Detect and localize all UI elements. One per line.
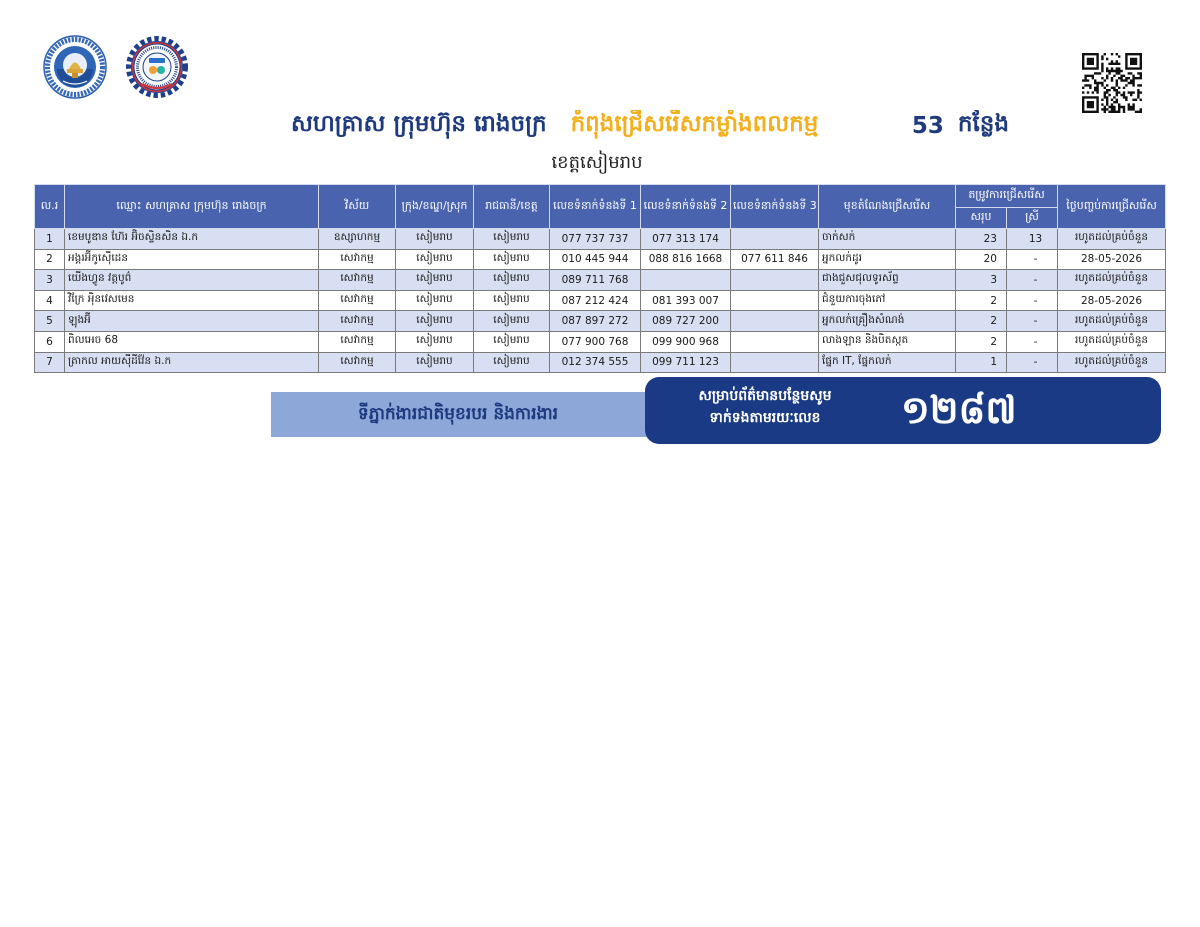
company-name-cell: ត្រាកល អាយស៊ីដីវ៉ែន ឯ.ក (65, 352, 319, 373)
col-header-demand-total: សរុប (956, 208, 1007, 229)
position-cell: អ្នកលក់គ្រឿងសំណង់ (819, 311, 956, 332)
hotline-caption-line-1: សម្រាប់ព័ត៌មានបន្ថែមសូម (698, 388, 832, 404)
province-cell: សៀមរាប (474, 249, 550, 270)
hotline-caption (677, 385, 853, 429)
qr-code (1082, 53, 1142, 113)
vacancy-count-number: 53 (911, 113, 944, 139)
table-row (35, 290, 1166, 311)
row-number-cell: 2 (35, 249, 65, 270)
total-demand-cell: 3 (956, 270, 1007, 291)
sector-cell: សេវាកម្ម (319, 311, 396, 332)
female-demand-cell: - (1007, 352, 1058, 373)
table-row (35, 331, 1166, 352)
row-number-cell: 4 (35, 290, 65, 311)
gear-emblem-logo (125, 35, 189, 99)
province-cell: សៀមរាប (474, 311, 550, 332)
sector-cell: សេវាកម្ម (319, 290, 396, 311)
phone-3-cell (731, 352, 819, 373)
position-cell: ផ្នែក IT, ផ្នែកលក់ (819, 352, 956, 373)
col-header-end-date: ថ្ងៃបញ្ចប់ការជ្រើសរើស (1058, 185, 1166, 229)
phone-1-cell: 077 737 737 (550, 229, 641, 250)
title-enterprises: សហគ្រាស ក្រុមហ៊ុន រោងចក្រ (291, 110, 547, 137)
company-name-cell: ឡុងអ៊ី (65, 311, 319, 332)
company-name-cell: អង្គរអ៊ីកូស៊ើដេន (65, 249, 319, 270)
company-name-cell: ពិលអេច 68 (65, 331, 319, 352)
total-demand-cell: 20 (956, 249, 1007, 270)
hotline-number: ១២៨៧ (901, 388, 1017, 432)
table-row (35, 270, 1166, 291)
district-cell: សៀមរាប (396, 249, 474, 270)
hotline-caption-line-2: ទាក់ទងតាមរយៈលេខ (709, 410, 821, 426)
end-date-cell: រហូតដល់គ្រប់ចំនួន (1058, 331, 1166, 352)
district-cell: សៀមរាប (396, 229, 474, 250)
female-demand-cell: - (1007, 290, 1058, 311)
total-demand-cell: 2 (956, 311, 1007, 332)
phone-1-cell: 077 900 768 (550, 331, 641, 352)
phone-3-cell: 077 611 846 (731, 249, 819, 270)
table-header (35, 185, 1166, 229)
district-cell: សៀមរាប (396, 270, 474, 291)
row-number-cell: 7 (35, 352, 65, 373)
col-header-demand-female: ស្រី (1007, 208, 1058, 229)
sector-cell: សេវាកម្ម (319, 352, 396, 373)
position-cell: លាងឡាន និងបិតស្កត (819, 331, 956, 352)
table-header-row (35, 185, 1166, 208)
col-header-district: ក្រុង/ខណ្ឌ/ស្រុក (396, 185, 474, 229)
company-name-cell: វិក្រែ អុិនវេសមេន (65, 290, 319, 311)
company-name-cell: ខេមបូឌាន ហ៊ែរ អ៊ិចស្ទិនសិន ឯ.ក (65, 229, 319, 250)
sector-cell: សេវាកម្ម (319, 270, 396, 291)
position-cell: ជំនួយការចុងភៅ (819, 290, 956, 311)
province-cell: សៀមរាប (474, 229, 550, 250)
end-date-cell: រហូតដល់គ្រប់ចំនួន (1058, 352, 1166, 373)
phone-2-cell: 081 393 007 (641, 290, 731, 311)
phone-2-cell: 088 816 1668 (641, 249, 731, 270)
row-number-cell: 6 (35, 331, 65, 352)
district-cell: សៀមរាប (396, 290, 474, 311)
position-cell: អ្នកលក់ដូរ (819, 249, 956, 270)
female-demand-cell: - (1007, 270, 1058, 291)
col-header-province: រាជធានី/ខេត្ត (474, 185, 550, 229)
row-number-cell: 1 (35, 229, 65, 250)
phone-1-cell: 089 711 768 (550, 270, 641, 291)
row-number-cell: 5 (35, 311, 65, 332)
row-number-cell: 3 (35, 270, 65, 291)
female-demand-cell: - (1007, 331, 1058, 352)
end-date-cell: រហូតដល់គ្រប់ចំនួន (1058, 270, 1166, 291)
sector-cell: សេវាកម្ម (319, 249, 396, 270)
total-demand-cell: 1 (956, 352, 1007, 373)
phone-3-cell (731, 331, 819, 352)
phone-3-cell (731, 311, 819, 332)
col-header-demand: តម្រូវការជ្រើសរើស (956, 185, 1058, 208)
col-header-phone-3: លេខទំនាក់ទំនងទី 3 (731, 185, 819, 229)
total-demand-cell: 2 (956, 290, 1007, 311)
end-date-cell: 28-05-2026 (1058, 249, 1166, 270)
end-date-cell: 28-05-2026 (1058, 290, 1166, 311)
phone-2-cell: 089 727 200 (641, 311, 731, 332)
phone-1-cell: 010 445 944 (550, 249, 641, 270)
district-cell: សៀមរាប (396, 331, 474, 352)
agency-banner (271, 392, 651, 437)
company-name-cell: យើងហ្វូន វត្តបូព៌ (65, 270, 319, 291)
position-cell: ជាងជួសជុលទូរស័ព្ទ (819, 270, 956, 291)
table-row (35, 229, 1166, 250)
vacancy-count (912, 110, 1009, 143)
end-date-cell: រហូតដល់គ្រប់ចំនួន (1058, 229, 1166, 250)
total-demand-cell: 2 (956, 331, 1007, 352)
table-body (35, 229, 1166, 373)
phone-3-cell (731, 290, 819, 311)
table-row (35, 311, 1166, 332)
col-header-phone-1: លេខទំនាក់ទំនងទី 1 (550, 185, 641, 229)
page-title (291, 108, 1009, 144)
phone-3-cell (731, 270, 819, 291)
phone-2-cell (641, 270, 731, 291)
position-cell: ចាក់សក់ (819, 229, 956, 250)
vacancy-table (34, 184, 1166, 373)
col-header-phone-2: លេខទំនាក់ទំនងទី 2 (641, 185, 731, 229)
province-cell: សៀមរាប (474, 290, 550, 311)
total-demand-cell: 23 (956, 229, 1007, 250)
phone-1-cell: 087 897 272 (550, 311, 641, 332)
phone-2-cell: 099 900 968 (641, 331, 731, 352)
female-demand-cell: - (1007, 311, 1058, 332)
province-cell: សៀមរាប (474, 352, 550, 373)
female-demand-cell: - (1007, 249, 1058, 270)
end-date-cell: រហូតដល់គ្រប់ចំនួន (1058, 311, 1166, 332)
province-subtitle: ខេត្តសៀមរាប (551, 152, 643, 173)
district-cell: សៀមរាប (396, 311, 474, 332)
emblem-logo (43, 35, 107, 99)
phone-1-cell: 012 374 555 (550, 352, 641, 373)
phone-1-cell: 087 212 424 (550, 290, 641, 311)
province-cell: សៀមរាប (474, 270, 550, 291)
col-header-no: ល.រ (35, 185, 65, 229)
phone-3-cell (731, 229, 819, 250)
female-demand-cell: 13 (1007, 229, 1058, 250)
agency-name: ទីភ្នាក់ងារជាតិមុខរបរ និងការងារ (357, 404, 559, 424)
table-row (35, 352, 1166, 373)
district-cell: សៀមរាប (396, 352, 474, 373)
col-header-sector: វិស័យ (319, 185, 396, 229)
phone-2-cell: 077 313 174 (641, 229, 731, 250)
col-header-name: ឈ្មោះ សហគ្រាស ក្រុមហ៊ុន រោងចក្រ (65, 185, 319, 229)
phone-2-cell: 099 711 123 (641, 352, 731, 373)
province-cell: សៀមរាប (474, 331, 550, 352)
sector-cell: ឧស្សាហកម្ម (319, 229, 396, 250)
title-recruiting: កំពុងជ្រើសរើសកម្លាំងពលកម្ម (570, 110, 819, 137)
hotline-banner (645, 377, 1161, 444)
title-main (291, 110, 818, 143)
table-row (35, 249, 1166, 270)
vacancy-count-unit: កន្លែង (957, 110, 1009, 137)
col-header-position: មុខតំណែងជ្រើសរើស (819, 185, 956, 229)
sector-cell: សេវាកម្ម (319, 331, 396, 352)
